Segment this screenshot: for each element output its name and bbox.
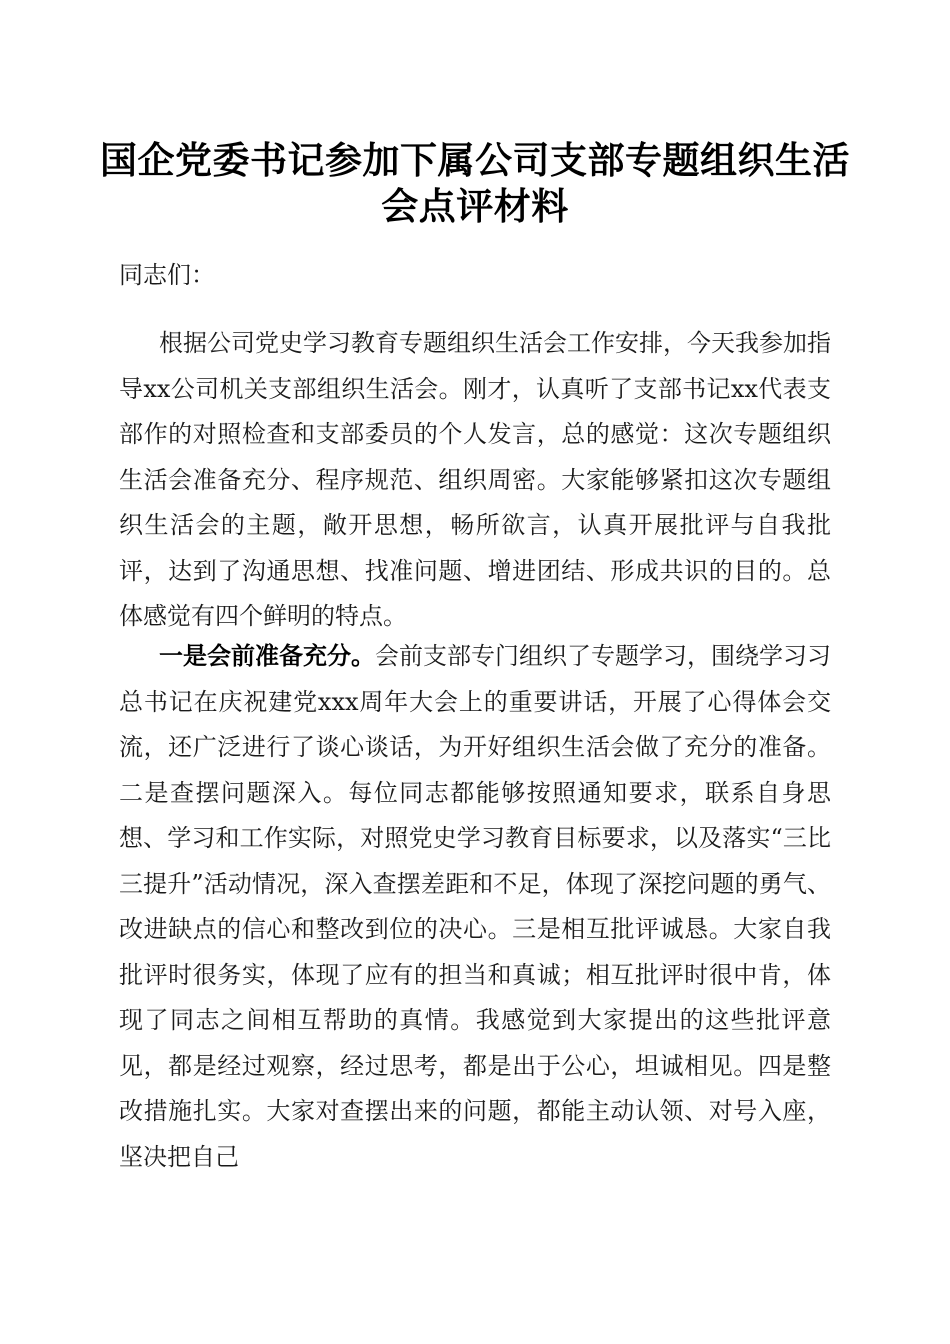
paragraph-2-body: 会前支部专门组织了专题学习，围绕学习习总书记在庆祝建党xxx周年大会上的重要讲话，开展了心得体会交流，还广泛进行了谈心谈话，为开好组织生活会做了充分的准备。二是查摆问题深入。每位同志都能够按照通知要求，联系自身思想、学习和工作实际，对照党史学习教育目标要求，以及落实“三比三提升”活动情况，深入查摆差距和不足，体现了深挖问题的勇气、改进缺点的信心和整改到位的决心。三是相互批评诚恳。大家自我批评时很务实，体现了应有的担当和真诚；相互批评时很中肯，体现了同志之间相互帮助的真情。我感觉到大家提出的这些批评意见，都是经过观察，经过思考，都是出于公心，坦诚相见。四是整改措施扎实。大家对查摆出来的问题，都能主动认领、对号入座，坚决把自己: [119, 642, 831, 1171]
paragraph-1: 根据公司党史学习教育专题组织生活会工作安排，今天我参加指导xx公司机关支部组织生活会。刚才，认真听了支部书记xx代表支部作的对照检查和支部委员的个人发言，总的感觉：这次专题组织生活会准备充分、程序规范、组织周密。大家能够紧扣这次专题组织生活会的主题，敞开思想，畅所欲言，认真开展批评与自我批评，达到了沟通思想、找准问题、增进团结、形成共识的目的。总体感觉有四个鲜明的特点。: [119, 329, 831, 630]
paragraph-2: [119, 633, 831, 1180]
document-title-line-1: 国企党委书记参加下属公司支部专题组织生活: [100, 138, 850, 182]
document-title-line-2: 会点评材料: [381, 184, 569, 228]
greeting: 同志们：: [119, 261, 215, 289]
paragraph-2-lead: 一是会前准备充分。: [159, 641, 375, 670]
